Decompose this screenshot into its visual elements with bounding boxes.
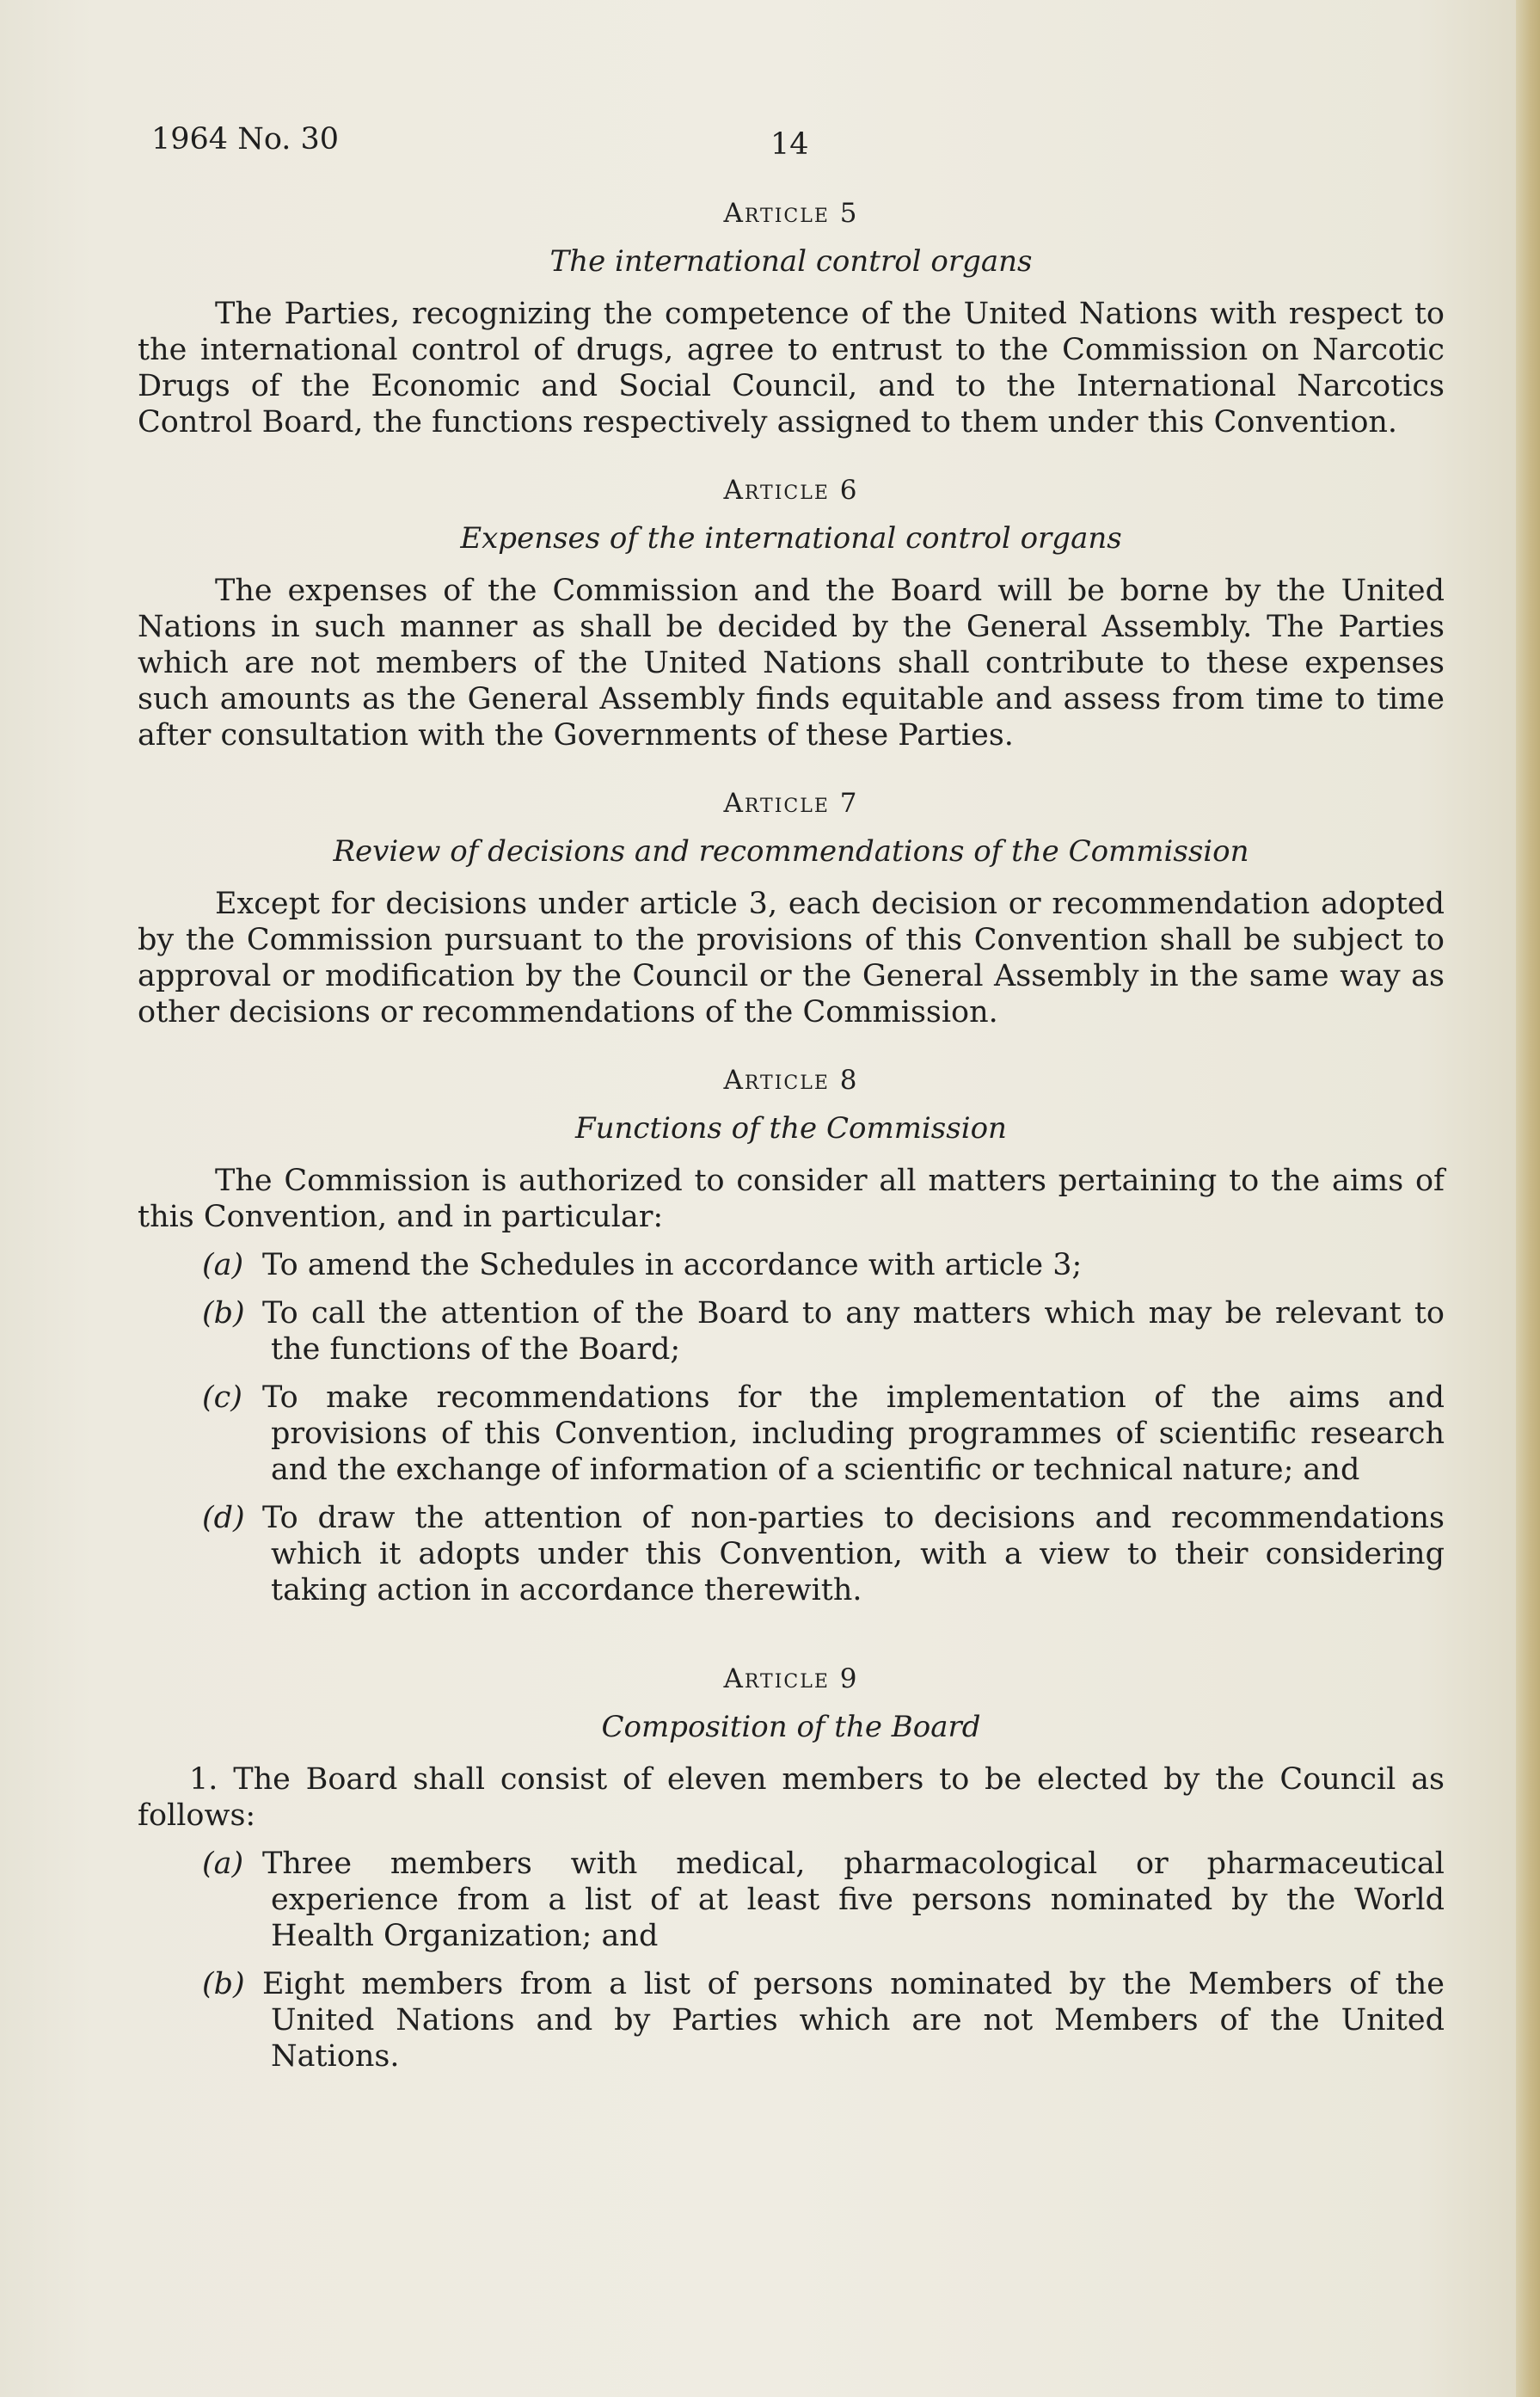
article-title: Article 9	[723, 1663, 859, 1694]
article-title: Article 7	[723, 788, 859, 819]
list-item	[138, 1380, 1445, 1488]
article-5	[138, 198, 1445, 440]
item-text: To amend the Schedules in accordance with article 3;	[262, 1248, 1083, 1282]
article-intro: The Commission is authorized to consider all matters pertaining to the aims of this Convention, and in particular:	[138, 1164, 1445, 1234]
item-text: Three members with medical, pharmacological or pharmaceutical experience from a list of at least five persons nominated by the World Health Organization; and	[262, 1847, 1445, 1953]
article-subtitle: Functions of the Commission	[575, 1111, 1007, 1146]
article-subtitle: Expenses of the international control organs	[460, 521, 1122, 556]
article-8	[138, 1065, 1445, 1608]
article-title: Article 5	[723, 198, 859, 229]
item-label: (b)	[202, 1967, 245, 2001]
item-label: (d)	[202, 1501, 245, 1535]
list-item	[138, 1500, 1445, 1608]
item-label: (a)	[202, 1847, 244, 1881]
article-7	[138, 788, 1445, 1030]
document-body	[138, 198, 1445, 2109]
list-item	[138, 1247, 1445, 1283]
article-paragraph: The expenses of the Commission and the Board will be borne by the United Nations in such manner as shall be decided by the General Assembly. The Parties which are not members of the United Nations shall contribute to these expenses such amounts as the General Assembly finds equitable and assess from time to time after consultation with the Governments of these Parties.	[138, 574, 1445, 753]
article-title: Article 8	[723, 1065, 859, 1096]
item-text: To make recommendations for the implementation of the aims and provisions of this Convention, including programmes of scientific research and the exchange of information of a scientific or technical nature; and	[262, 1380, 1445, 1487]
article-intro: 1. The Board shall consist of eleven members to be elected by the Council as follows:	[138, 1762, 1445, 1833]
article-paragraph: The Parties, recognizing the competence of the United Nations with respect to the international control of drugs, agree to entrust to the Commission on Narcotic Drugs of the Economic and Social Council, and to the International Narcotics Control Board, the functions respectively assigned to them under this Convention.	[138, 297, 1445, 439]
list-item	[138, 1295, 1445, 1368]
item-label: (a)	[202, 1248, 244, 1282]
page-number: 14	[770, 127, 809, 162]
article-6	[138, 475, 1445, 753]
document-reference: 1964 No. 30	[151, 122, 340, 157]
item-text: To call the attention of the Board to any matters which may be relevant to the functions of the Board;	[262, 1296, 1445, 1367]
list-item	[138, 1966, 1445, 2074]
item-text: Eight members from a list of persons nominated by the Members of the United Nations and by Parties which are not Members of the United Nations.	[262, 1967, 1445, 2074]
item-label: (c)	[202, 1380, 242, 1415]
list-item	[138, 1846, 1445, 1954]
page-header	[151, 122, 1420, 165]
article-subtitle: Composition of the Board	[601, 1710, 981, 1744]
article-paragraph: Except for decisions under article 3, each decision or recommendation adopted by the Commission pursuant to the provisions of this Convention shall be subject to approval or modification by the Council or the General Assembly in the same way as other decisions or recommendations of the Commission.	[138, 887, 1445, 1029]
section-gap	[138, 1643, 1445, 1663]
article-subtitle: Review of decisions and recommendations of the Commission	[333, 834, 1249, 869]
item-text: To draw the attention of non-parties to decisions and recommendations which it adopts under this Convention, with a view to their considering taking action in accordance therewith.	[262, 1501, 1445, 1607]
article-title: Article 6	[723, 475, 859, 506]
article-9	[138, 1663, 1445, 2074]
article-subtitle: The international control organs	[549, 244, 1033, 279]
item-label: (b)	[202, 1296, 245, 1331]
page-edge	[1516, 0, 1540, 2397]
